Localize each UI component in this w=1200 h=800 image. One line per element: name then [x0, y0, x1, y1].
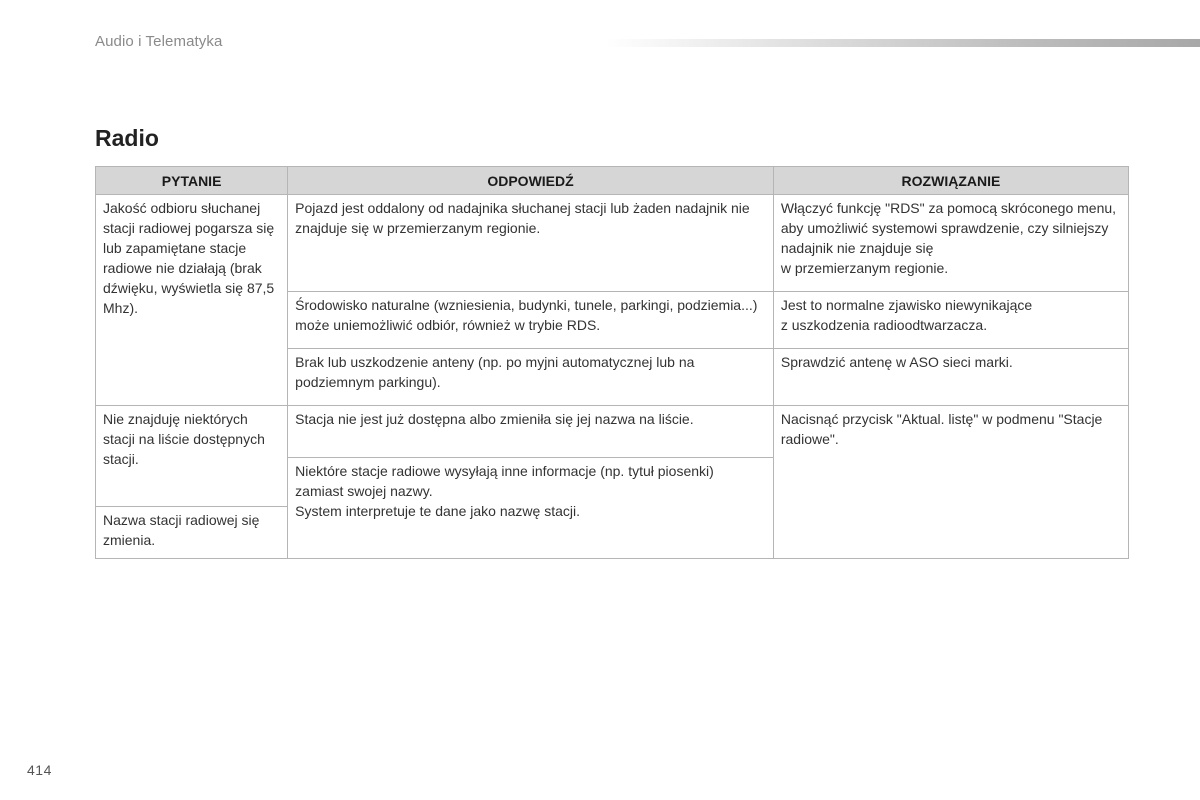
solution-cell: Nacisnąć przycisk "Aktual. listę" w podmenu "Stacje radiowe".	[773, 406, 1128, 559]
solution-text: Jest to normalne zjawisko niewynikające	[780, 297, 1033, 313]
section-header: Audio i Telematyka	[95, 33, 223, 50]
solution-cell	[773, 292, 1128, 349]
answer-text: System interpretuje te dane jako nazwę stacji.	[295, 503, 580, 519]
solution-text: z uszkodzenia radioodtwarzacza.	[780, 317, 988, 333]
solution-cell: Sprawdzić antenę w ASO sieci marki.	[773, 349, 1128, 406]
answer-cell	[288, 458, 774, 559]
solution-cell	[773, 195, 1128, 292]
solution-text: w przemierzanym regionie.	[780, 260, 949, 276]
answer-text: Niektóre stacje radiowe wysyłają inne informacje (np. tytuł piosenki) zamiast swojej nazwy.	[295, 463, 714, 499]
question-cell: Nie znajduję niektórych stacji na liście dostępnych stacji.	[96, 406, 288, 507]
table-row	[96, 195, 1129, 292]
solution-text: Włączyć funkcję "RDS" za pomocą skróconego menu, aby umożliwić systemowi sprawdzenie, czy silniejszy nadajnik nie znajduje się	[780, 200, 1117, 256]
header-question: PYTANIE	[96, 167, 288, 195]
question-cell: Jakość odbioru słuchanej stacji radiowej pogarsza się lub zapamiętane stacje radiowe nie działają (brak dźwięku, wyświetla się 87,5 Mhz).	[96, 195, 288, 406]
header-gradient-bar	[605, 39, 1200, 47]
page-number: 414	[27, 762, 52, 778]
answer-cell: Brak lub uszkodzenie anteny (np. po myjni automatycznej lub na podziemnym parkingu).	[288, 349, 774, 406]
answer-cell: Pojazd jest oddalony od nadajnika słuchanej stacji lub żaden nadajnik nie znajduje się w przemierzanym regionie.	[288, 195, 774, 292]
header-answer: ODPOWIEDŹ	[288, 167, 774, 195]
header-solution: ROZWIĄZANIE	[773, 167, 1128, 195]
radio-faq-table	[95, 166, 1129, 559]
page-title: Radio	[95, 125, 159, 151]
answer-cell: Stacja nie jest już dostępna albo zmieniła się jej nazwa na liście.	[288, 406, 774, 458]
table-row	[96, 406, 1129, 458]
question-cell: Nazwa stacji radiowej się zmienia.	[96, 507, 288, 559]
answer-cell: Środowisko naturalne (wzniesienia, budynki, tunele, parkingi, podziemia...) może uniemożliwić odbiór, również w trybie RDS.	[288, 292, 774, 349]
table-header-row	[96, 167, 1129, 195]
